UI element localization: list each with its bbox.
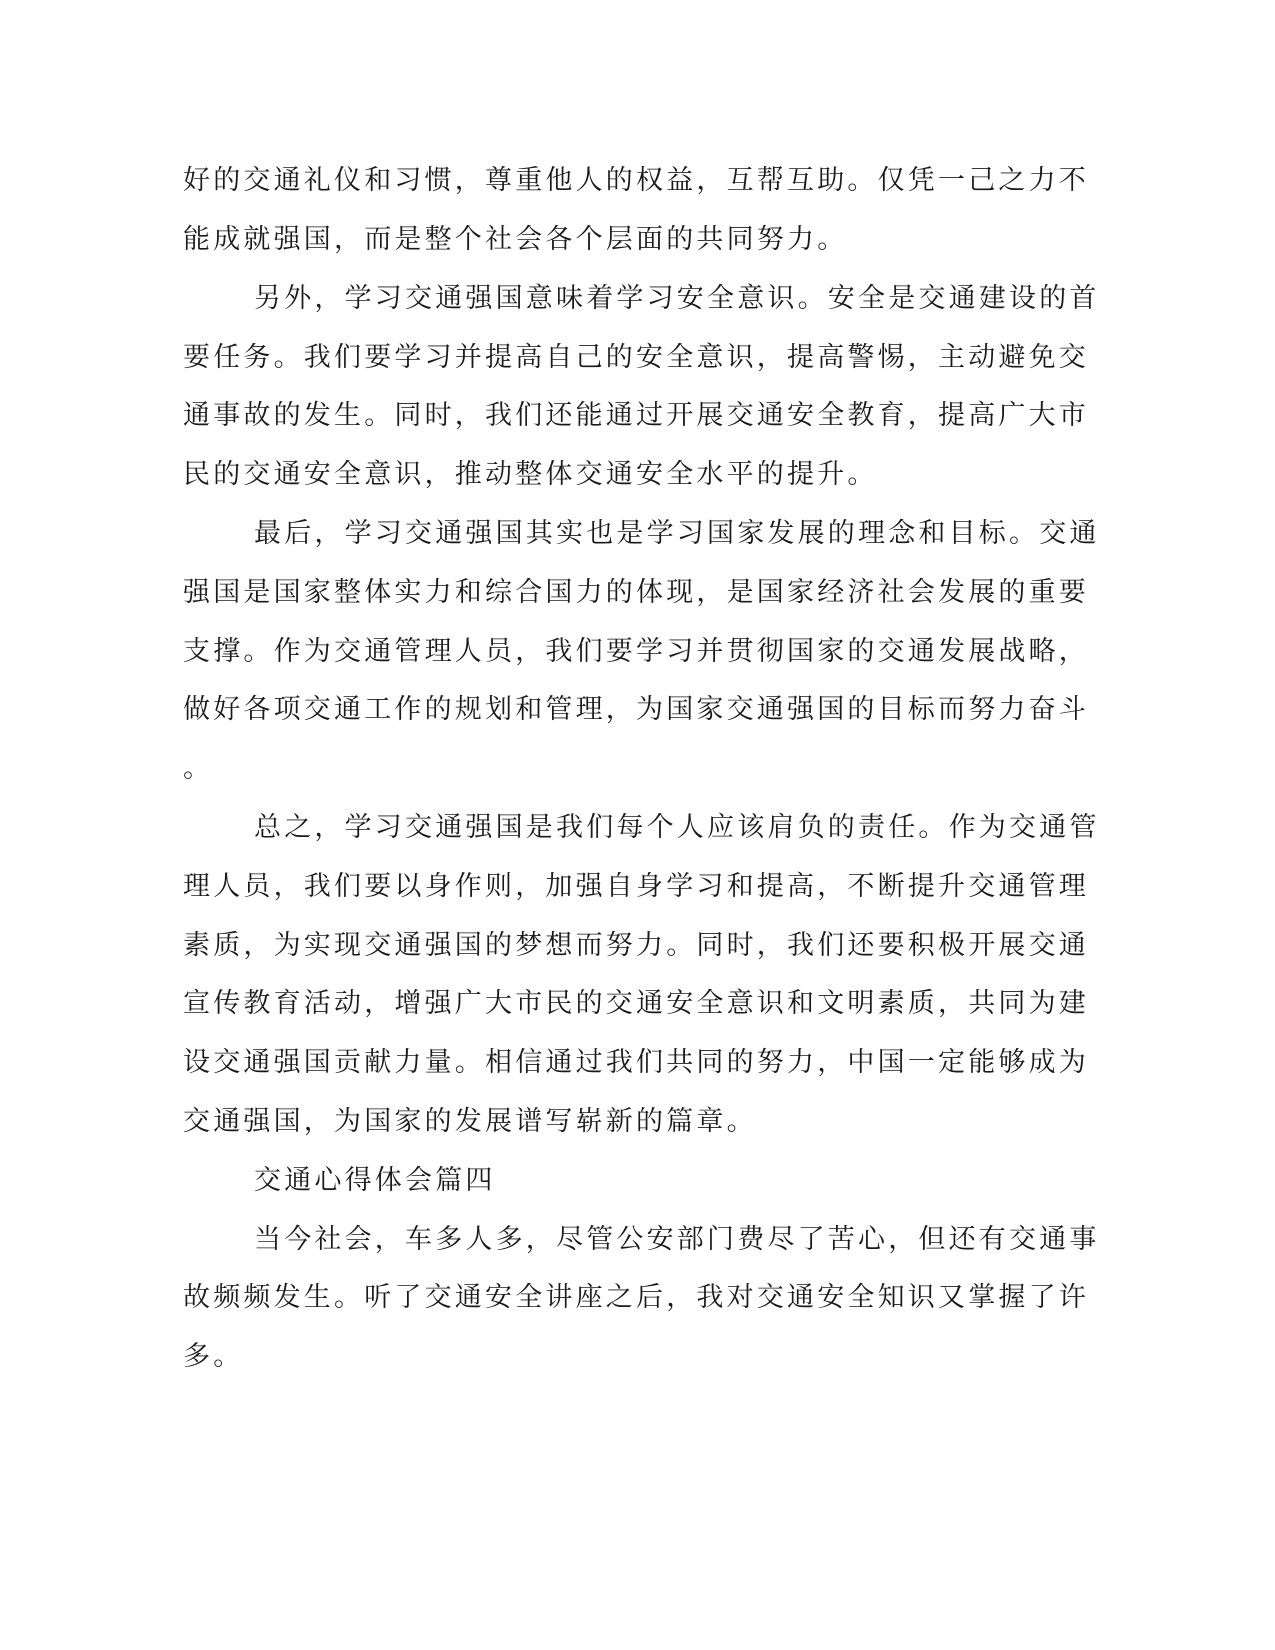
text-line: 多。 [183, 1341, 244, 1372]
text-line: 宣传教育活动，增强广大市民的交通安全意识和文明素质，共同为建 [183, 988, 1089, 1019]
section-heading: 交通心得体会篇四 [254, 1165, 496, 1196]
text-line: 支撑。作为交通管理人员，我们要学习并贯彻国家的交通发展战略， [183, 636, 1089, 667]
text-line: 能成就强国，而是整个社会各个层面的共同努力。 [183, 224, 848, 255]
text-line: 做好各项交通工作的规划和管理，为国家交通强国的目标而努力奋斗 [183, 694, 1089, 725]
text-line: 理人员，我们要以身作则，加强自身学习和提高，不断提升交通管理 [183, 871, 1089, 902]
text-line: 。 [183, 753, 214, 784]
text-line: 素质，为实现交通强国的梦想而努力。同时，我们还要积极开展交通 [183, 930, 1089, 961]
text-line: 设交通强国贡献力量。相信通过我们共同的努力，中国一定能够成为 [183, 1047, 1089, 1078]
text-line: 强国是国家整体实力和综合国力的体现，是国家经济社会发展的重要 [183, 577, 1089, 608]
text-line: 好的交通礼仪和习惯，尊重他人的权益，互帮互助。仅凭一己之力不 [183, 165, 1089, 196]
text-line: 通事故的发生。同时，我们还能通过开展交通安全教育，提高广大市 [183, 400, 1089, 431]
text-line: 民的交通安全意识，推动整体交通安全水平的提升。 [183, 459, 878, 490]
text-line: 交通强国，为国家的发展谱写崭新的篇章。 [183, 1106, 757, 1137]
paragraph-start: 另外，学习交通强国意味着学习安全意识。安全是交通建设的首 [254, 283, 1100, 314]
text-line: 故频频发生。听了交通安全讲座之后，我对交通安全知识又掌握了许 [183, 1282, 1089, 1313]
text-line: 要任务。我们要学习并提高自己的安全意识，提高警惕，主动避免交 [183, 342, 1089, 373]
paragraph-start: 总之，学习交通强国是我们每个人应该肩负的责任。作为交通管 [254, 812, 1100, 843]
paragraph-start: 当今社会，车多人多，尽管公安部门费尽了苦心，但还有交通事 [254, 1224, 1100, 1255]
paragraph-start: 最后，学习交通强国其实也是学习国家发展的理念和目标。交通 [254, 518, 1100, 549]
